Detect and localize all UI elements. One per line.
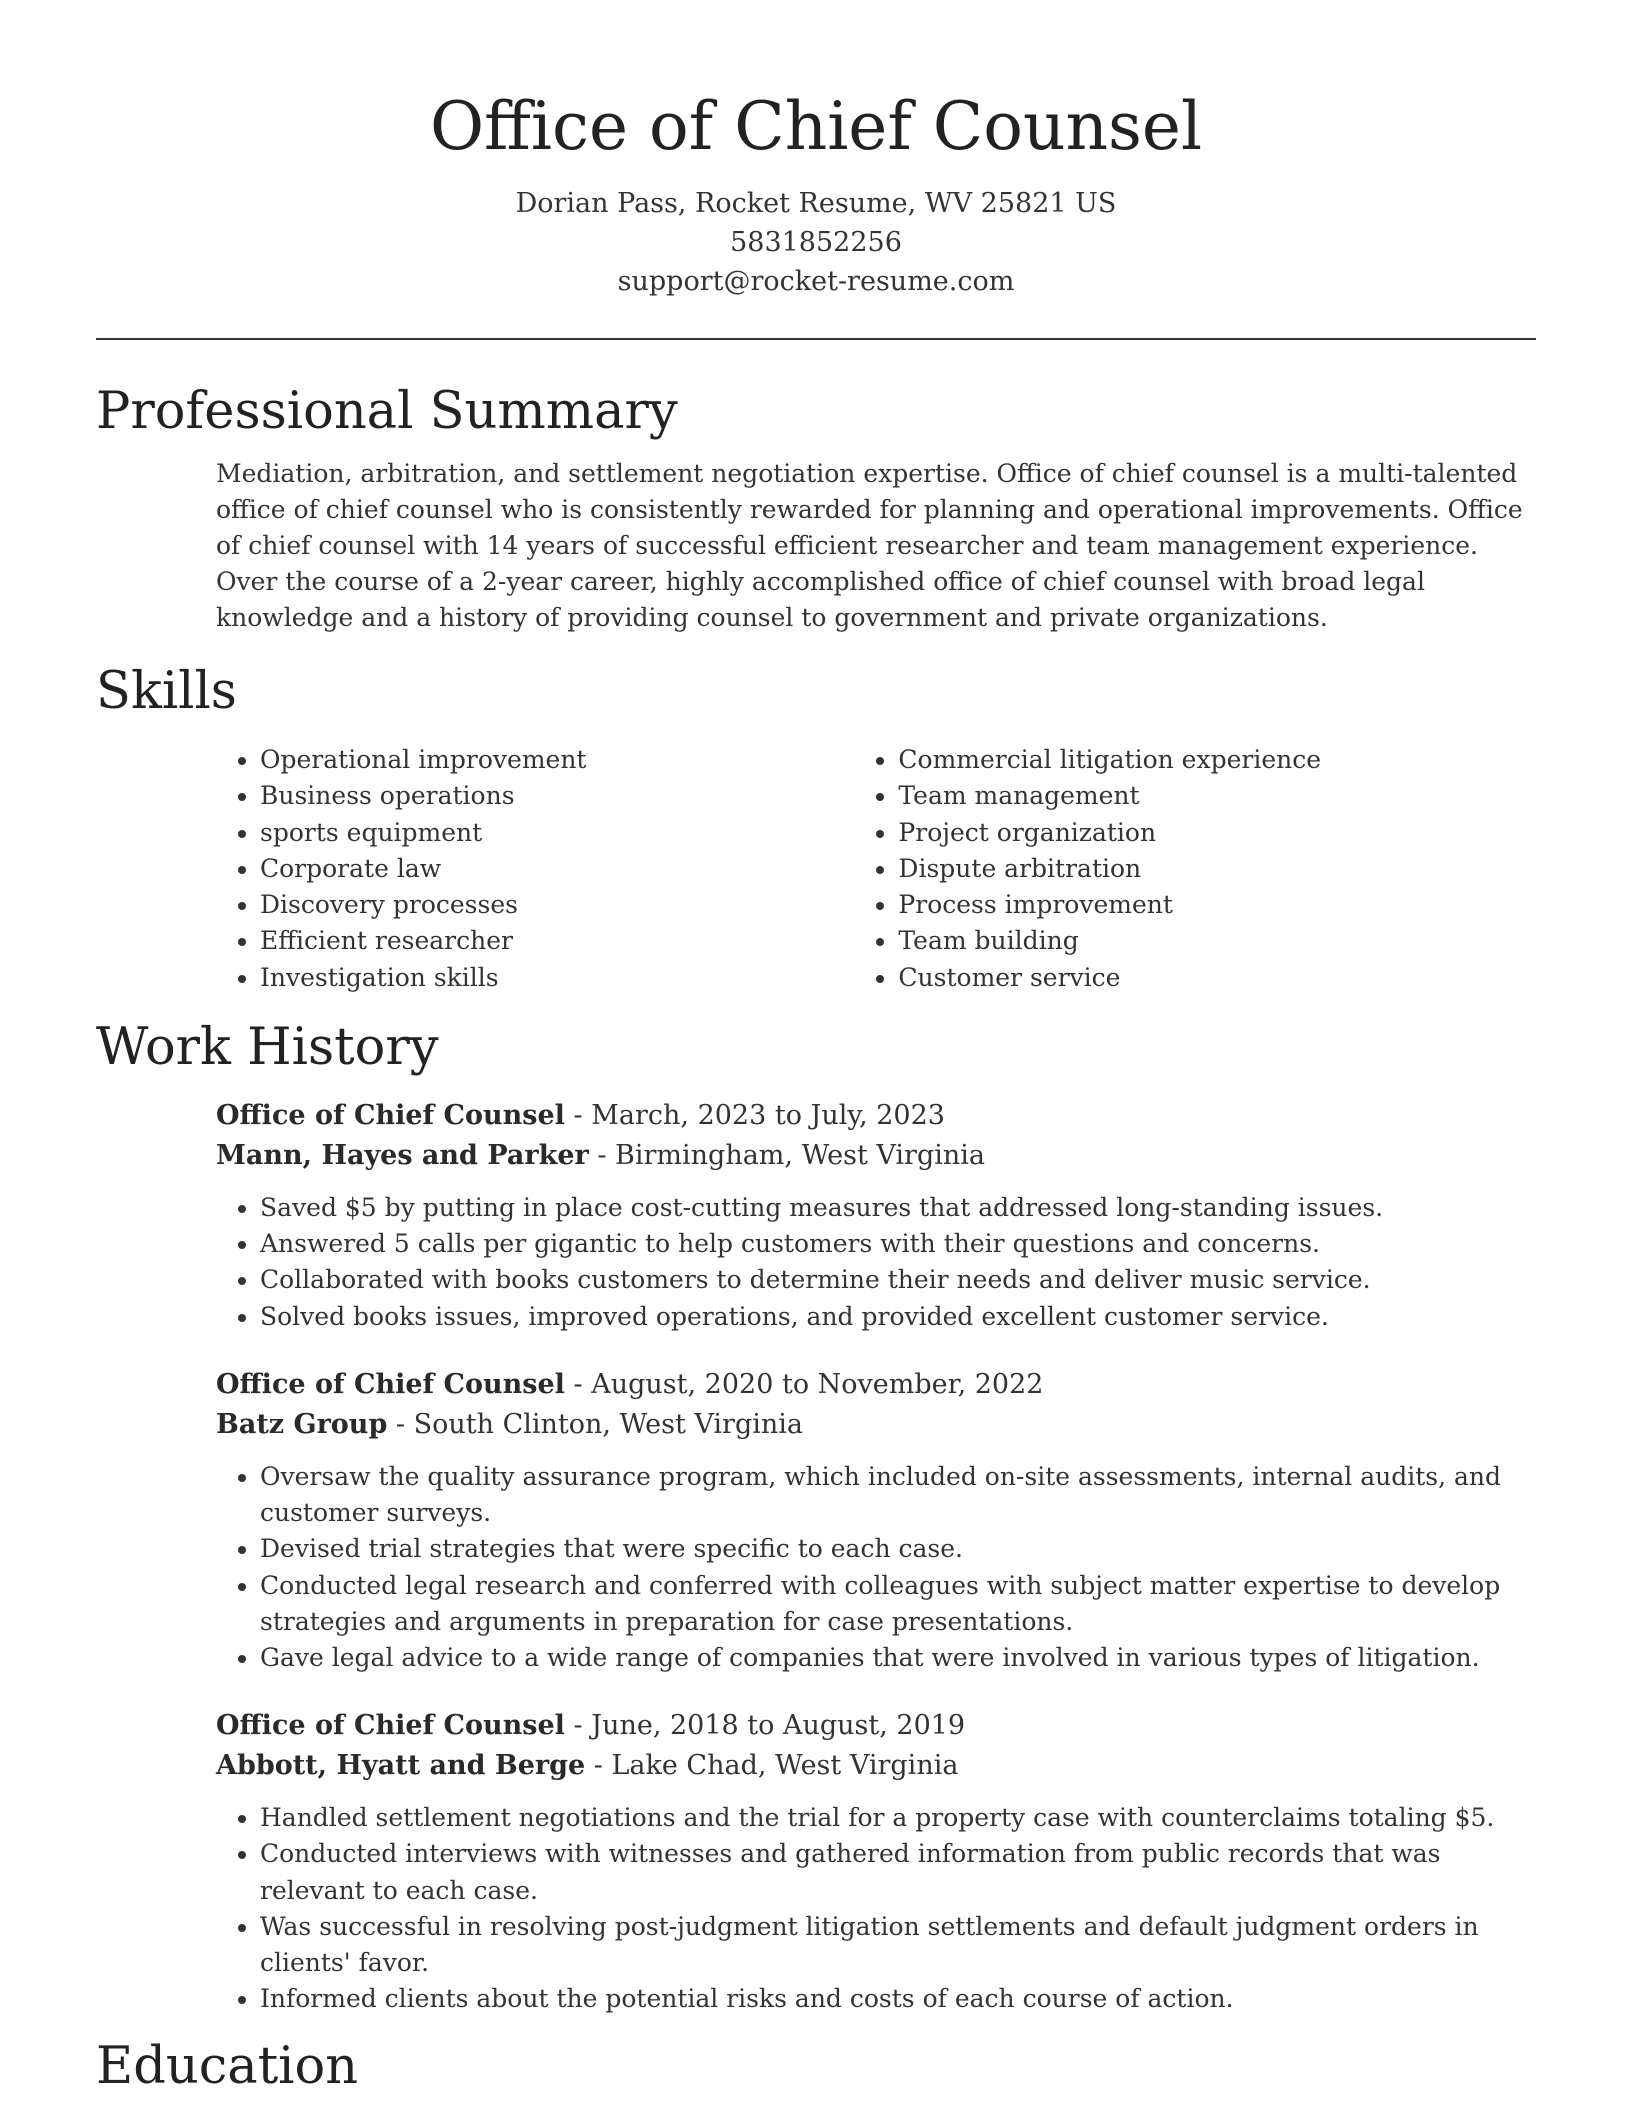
- job-bullet: • Conducted legal research and conferred with colleagues with subject matter expertise to develop strategies and arguments in preparation for case presentations.: [260, 1568, 1536, 1640]
- job-bullet: • Saved $5 by putting in place cost-cutting measures that addressed long-standing issues.: [260, 1190, 1536, 1226]
- skills-column-right: [854, 742, 1536, 996]
- job-company: Mann, Hayes and Parker: [216, 1140, 589, 1172]
- skill-item: • Corporate law: [260, 851, 854, 887]
- skill-item: • Operational improvement: [260, 742, 854, 778]
- job-company-line: [216, 1405, 1536, 1445]
- job-bullet: • Oversaw the quality assurance program, which included on-site assessments, internal audits, and customer surveys.: [260, 1459, 1536, 1531]
- job-bullet: • Answered 5 calls per gigantic to help customers with their questions and concerns.: [260, 1226, 1536, 1262]
- summary-text: Mediation, arbitration, and settlement negotiation expertise. Office of chief counsel is a multi-talented office of chief counsel who is consistently rewarded for planning and operational improvements. Office of chief counsel with 14 years of successful efficient researcher and team management experience. Over the course of a 2-year career, highly accomplished office of chief counsel with broad legal knowledge and a history of providing counsel to government and private organizations.: [216, 459, 1523, 632]
- job-company-line: [216, 1136, 1536, 1176]
- header-divider: [96, 338, 1536, 340]
- job-dates: - March, 2023 to July, 2023: [564, 1100, 945, 1132]
- job-bullets: [216, 1190, 1536, 1335]
- skill-item: • Efficient researcher: [260, 923, 854, 959]
- skills-column-left: [216, 742, 854, 996]
- job-role: Office of Chief Counsel: [216, 1368, 565, 1400]
- section-title-education: Education: [96, 2037, 359, 2097]
- job-bullets: [216, 1800, 1536, 2017]
- contact-phone: 5831852256: [730, 227, 902, 258]
- skill-item: • Commercial litigation experience: [898, 742, 1536, 778]
- resume-header: [96, 0, 1536, 301]
- job-bullet: • Devised trial strategies that were specific to each case.: [260, 1531, 1536, 1567]
- skill-item: • Dispute arbitration: [898, 851, 1536, 887]
- job-title-line: [216, 1096, 1536, 1136]
- section-title-skills: Skills: [96, 662, 237, 721]
- contact-address: Dorian Pass, Rocket Resume, WV 25821 US: [515, 188, 1117, 219]
- job-entry: [216, 1706, 1536, 2017]
- skill-item: • sports equipment: [260, 815, 854, 851]
- skill-item: • Investigation skills: [260, 960, 854, 996]
- job-bullet: • Solved books issues, improved operations, and provided excellent customer service.: [260, 1299, 1536, 1335]
- skills-list: [216, 742, 1536, 996]
- job-bullet: • Informed clients about the potential risks and costs of each course of action.: [260, 1981, 1536, 2017]
- job-role: Office of Chief Counsel: [216, 1100, 565, 1132]
- job-bullet: • Collaborated with books customers to determine their needs and deliver music service.: [260, 1262, 1536, 1298]
- job-title-line: [216, 1706, 1536, 1746]
- job-location: - Lake Chad, West Virginia: [585, 1750, 959, 1782]
- skill-item: • Business operations: [260, 778, 854, 814]
- job-dates: - June, 2018 to August, 2019: [564, 1710, 966, 1742]
- skill-item: • Team management: [898, 778, 1536, 814]
- job-entry: [216, 1365, 1536, 1676]
- job-company: Batz Group: [216, 1408, 388, 1440]
- job-bullet: • Was successful in resolving post-judgment litigation settlements and default judgment orders in clients' favor.: [260, 1909, 1536, 1981]
- job-title-line: [216, 1365, 1536, 1405]
- contact-email: support@rocket-resume.com: [617, 266, 1015, 297]
- job-company: Abbott, Hyatt and Berge: [216, 1750, 586, 1782]
- skill-item: • Project organization: [898, 815, 1536, 851]
- job-dates: - August, 2020 to November, 2022: [564, 1368, 1044, 1400]
- job-bullets: [216, 1459, 1536, 1676]
- job-bullet: • Gave legal advice to a wide range of companies that were involved in various types of litigation.: [260, 1640, 1536, 1676]
- job-company-line: [216, 1746, 1536, 1786]
- skill-item: • Process improvement: [898, 887, 1536, 923]
- job-bullet: • Conducted interviews with witnesses and gathered information from public records that was relevant to each case.: [260, 1836, 1536, 1908]
- skill-item: • Team building: [898, 923, 1536, 959]
- job-location: - Birmingham, West Virginia: [588, 1140, 985, 1172]
- skill-item: • Discovery processes: [260, 887, 854, 923]
- job-entry: [216, 1096, 1536, 1335]
- section-title-work-history: Work History: [96, 1018, 439, 1078]
- skill-item: • Customer service: [898, 960, 1536, 996]
- resume-page: [96, 0, 1536, 2099]
- job-role: Office of Chief Counsel: [216, 1710, 565, 1742]
- job-location: - South Clinton, West Virginia: [387, 1408, 803, 1440]
- candidate-name: Office of Chief Counsel: [429, 88, 1203, 165]
- job-bullet: • Handled settlement negotiations and the trial for a property case with counterclaims totaling $5.: [260, 1800, 1536, 1836]
- section-title-summary: Professional Summary: [96, 382, 678, 441]
